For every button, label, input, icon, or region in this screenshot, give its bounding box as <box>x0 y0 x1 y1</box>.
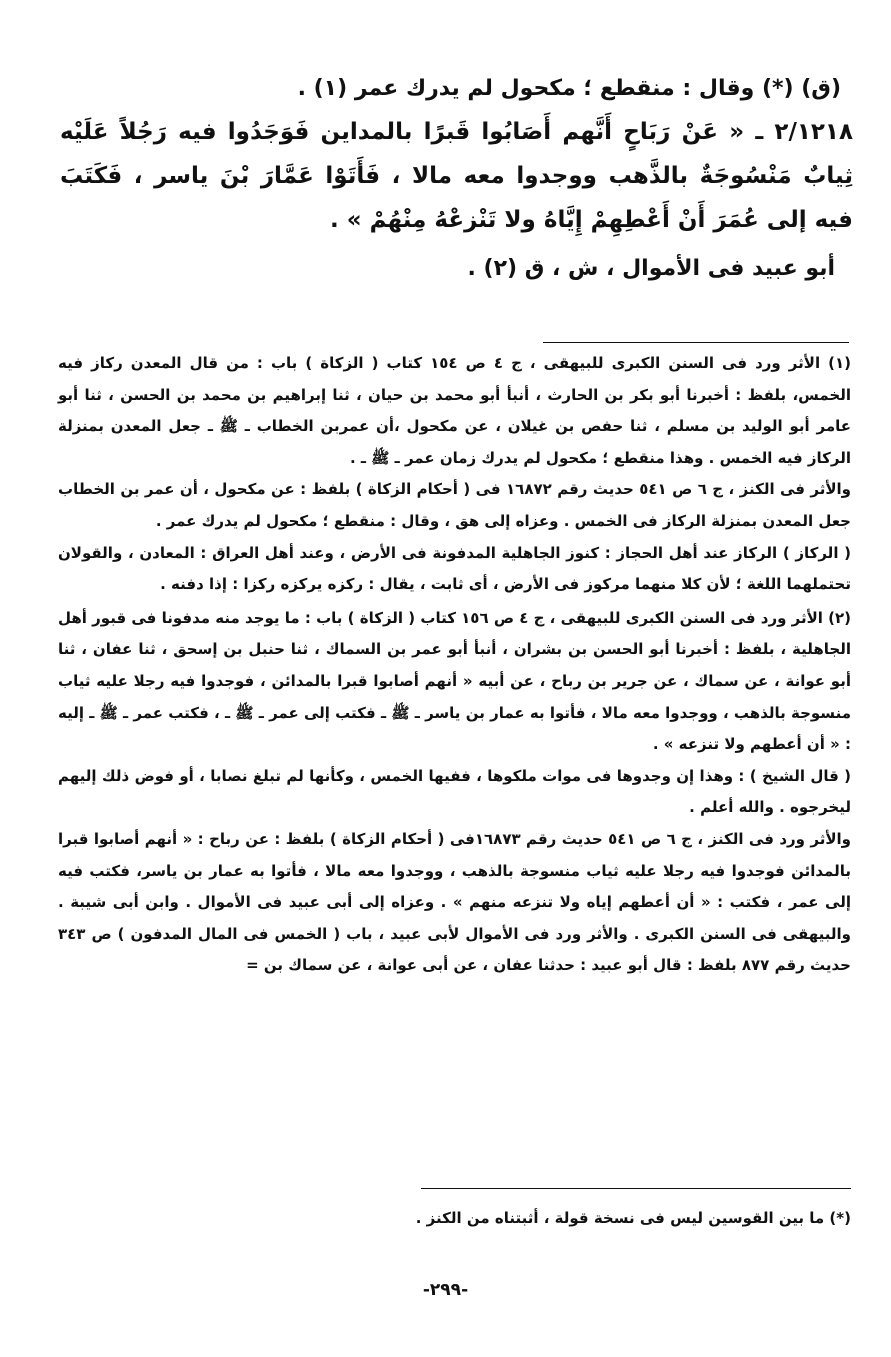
note-2-shaykh: ( قال الشيخ ) : وهذا إن وجدوها فى موات ملكوها ، ففيها الخمس ، وكأنها لم تبلغ نصابا ، أو فوض ذلك إليهم ليخرجوه . والله أعلم . <box>58 766 851 817</box>
page-number: -٢٩٩- <box>422 1280 469 1300</box>
footnote-separator <box>421 1188 851 1189</box>
note-1: (١) الأثر ورد فى السنن الكبرى للبيهقى ، ج ٤ ص ١٥٤ كتاب ( الزكاة ) باب : من قال المعدن ركاز فيه الخمس، بلفظ : أخبرنا أبو بكر بن الحارث ، أنبأ أبو محمد بن حيان ، ثنا إبراهيم بن محمد بن الحسن ، ثنا أبو عامر أبو الوليد بن مسلم ، ثنا حفص بن غيلان ، عن مكحول ،أن عمربن الخطاب ـ ﷺ ـ جعل المعدن بمنزلة الركاز فيه الخمس . وهذا منقطع ؛ مكحول لم يدرك زمان عمر ـ ﷺ ـ . <box>58 354 852 467</box>
source-line: أبو عبيد فى الأموال ، ش ، ق (٢) . <box>467 256 835 281</box>
attribution-line: (ق) (*) وقال : منقطع ؛ مكحول لم يدرك عمر (١) . <box>297 76 841 101</box>
note-1-rikaz: ( الركاز ) الركاز عند أهل الحجاز : كنوز الجاهلية المدفونة فى الأرض ، وعند أهل العراق : المعادن ، والقولان تحتملهما اللغة ؛ لأن كلا منهما مركوز فى الأرض ، أى ثابت ، يقال : ركزه يركزه ركزا : إذا دفنه . <box>58 543 851 594</box>
star-footnote: (*) ما بين القوسين ليس فى نسخة قولة ، أثبتناه من الكنز . <box>415 1209 851 1227</box>
hadith-paragraph <box>60 110 853 242</box>
notes-section <box>58 348 851 982</box>
main-text <box>60 68 853 292</box>
note-1-kanz: والأثر فى الكنز ، ج ٦ ص ٥٤١ حديث رقم ١٦٨٧٢ فى ( أحكام الزكاة ) بلفظ : عن مكحول ، أن عمر بن الخطاب جعل المعدن بمنزلة الركاز فى الخمس . وعزاه إلى هق ، وقال : منقطع ؛ مكحول لم يدرك عمر . <box>58 480 852 530</box>
note-2-kanz: والأثر ورد فى الكنز ، ج ٦ ص ٥٤١ حديث رقم ١٦٨٧٣فى ( أحكام الزكاة ) بلفظ : عن رباح : « أنهم أصابوا قبرا بالمدائن فوجدوا فيه رجلا عليه ثياب منسوجة بالذهب ، ووجدوا معه مالا ، فأتوا به عمار بن ياسر، فكتب فيه إلى عمر ، فكتب : « أن أعطهم إياه ولا تنزعه منهم » . وعزاه إلى أبى عبيد فى الأموال . وابن أبى شيبة . والبيهقى فى السنن الكبرى . والأثر ورد فى الأموال لأبى عبيد ، باب ( الخمس فى المال المدفون ) ص ٣٤٣ حديث رقم ٨٧٧ بلفظ : قال أبو عبيد : حدثنا عفان ، عن أبى عوانة ، عن سماك بن = <box>58 829 852 975</box>
notes-separator <box>543 342 849 343</box>
hadith-text: « عَنْ رَبَاحٍ أَنَّهم أَصَابُوا قَبرًا بالمداين فَوَجَدُوا فيه رَجُلاً عَلَيْه ثِيابٌ مَنْسُوجَةٌ بالذَّهب ووجدوا معه مالا ، فَأَتَوْا عَمَّارَ بْنَ ياسر ، فَكَتَبَ فيه إلى عُمَرَ أَنْ أَعْطِهِمْ إِيَّاهُ ولا تَنْزعْهُ مِنْهُمْ » . <box>60 119 853 233</box>
hadith-number: ٢/١٢١٨ ـ <box>755 119 854 145</box>
note-2: (٢) الأثر ورد فى السنن الكبرى للبيهقى ، ج ٤ ص ١٥٦ كتاب ( الزكاة ) باب : ما يوجد منه مدفونا فى قبور أهل الجاهلية ، بلفظ : أخبرنا أبو الحسن بن بشران ، أنبأ أبو عمر بن السماك ، ثنا حنبل بن إسحق ، ثنا عفان ، ثنا أبو عوانة ، عن سماك ، عن جرير بن رباح ، عن أبيه « أنهم أصابوا قبرا بالمدائن ، فوجدوا فيه رجلا عليه ثياب منسوجة بالذهب ، ووجدوا معه مالا ، فأتوا به عمار بن ياسر ـ ﷺ ـ فكتب إلى عمر ـ ﷺ ـ ، فكتب عمر ـ ﷺ ـ إليه : « أن أعطهم ولا تنزعه » . <box>58 608 851 754</box>
